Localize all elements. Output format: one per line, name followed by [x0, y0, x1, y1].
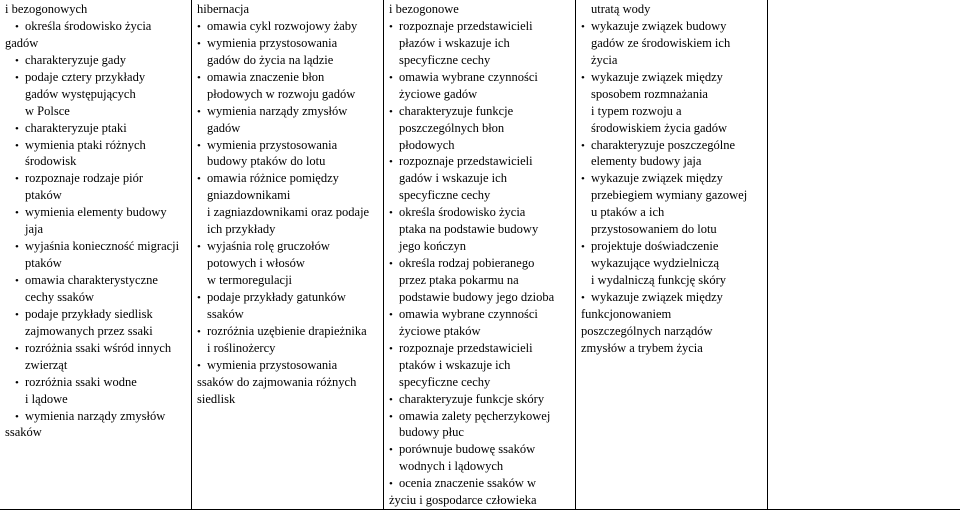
bullet-list-item [5, 204, 187, 221]
line-text: rozpoznaje przedstawicieli [399, 154, 533, 169]
bullet-list-item [581, 18, 763, 35]
bullet-list-item [389, 441, 571, 458]
line-text: i typem rozwoju a [591, 103, 682, 118]
table-column-4 [576, 0, 768, 510]
line-text: wymienia przystosowania [207, 357, 338, 372]
text-line [5, 1, 187, 18]
line-text: zwierząt [25, 357, 68, 372]
bullet-icon: • [197, 105, 201, 118]
line-text: ssaków [207, 306, 244, 321]
bullet-icon: • [15, 122, 19, 135]
line-text: wymienia przystosowania [207, 35, 338, 50]
bullet-icon: • [15, 71, 19, 84]
line-text: życia [591, 52, 618, 67]
line-text: rozpoznaje przedstawicieli [399, 340, 533, 355]
line-text: omawia wybrane czynności [399, 306, 538, 321]
bullet-icon: • [15, 410, 19, 423]
line-text: gadów ze środowiskiem ich [591, 35, 731, 50]
line-text: omawia zalety pęcherzykowej [399, 408, 551, 423]
bullet-list-item [581, 289, 763, 306]
text-line [197, 374, 379, 391]
line-text: ptaków i wskazuje ich [399, 357, 511, 372]
bullet-list-item [197, 289, 379, 306]
line-text: ocenia znaczenie ssaków w [399, 476, 537, 491]
bullet-icon: • [197, 20, 201, 33]
text-line [389, 187, 571, 204]
line-text: środowiskiem życia gadów [591, 120, 728, 135]
bullet-icon: • [389, 105, 393, 118]
bullet-icon: • [197, 71, 201, 84]
text-line [389, 458, 571, 475]
line-text: i lądowe [25, 391, 68, 406]
bullet-icon: • [197, 139, 201, 152]
line-text: rozróżnia ssaki wodne [25, 374, 137, 389]
line-text: ptaka na podstawie budowy [399, 222, 539, 237]
bullet-list-item [5, 340, 187, 357]
text-line [197, 153, 379, 170]
text-line [5, 103, 187, 120]
line-text: życiowe ptaków [399, 323, 481, 338]
line-text: życiowe gadów [399, 86, 478, 101]
bullet-list-item [5, 170, 187, 187]
table-column-3 [384, 0, 576, 510]
bullet-icon: • [15, 376, 19, 389]
text-line [581, 323, 763, 340]
table-column-2 [192, 0, 384, 510]
line-text: płazów i wskazuje ich [399, 35, 510, 50]
line-text: gniazdownikami [207, 188, 291, 203]
text-line [389, 1, 571, 18]
bullet-list-item [389, 69, 571, 86]
text-line [197, 120, 379, 137]
bullet-icon: • [197, 173, 201, 186]
bullet-icon: • [389, 258, 393, 271]
bullet-icon: • [15, 275, 19, 287]
bullet-icon: • [197, 359, 201, 372]
text-line [5, 187, 187, 204]
line-text: podaje przykłady siedlisk [25, 306, 153, 321]
line-text: omawia znaczenie błon [207, 69, 325, 84]
text-line [389, 374, 571, 391]
bullet-icon: • [389, 207, 393, 220]
text-line [581, 103, 763, 120]
line-text: przez ptaka pokarmu na [399, 273, 519, 287]
line-text: poszczególnych narządów [581, 323, 713, 338]
bullet-list-item [389, 306, 571, 323]
text-line [197, 306, 379, 323]
line-text: gadów występujących [25, 86, 136, 101]
line-text: przebiegiem wymiany gazowej [591, 188, 748, 203]
line-text: zajmowanych przez ssaki [25, 323, 153, 338]
line-text: wykazuje związek budowy [591, 18, 727, 33]
bullet-icon: • [197, 291, 201, 304]
text-line [581, 120, 763, 137]
bullet-list-item [197, 35, 379, 52]
bullet-list-item [581, 170, 763, 187]
line-text: życiu i gospodarce człowieka [389, 493, 537, 508]
table-column-5 [768, 0, 960, 510]
line-text: wykazujące wydzielniczą [591, 256, 720, 271]
line-text: określa rodzaj pobieranego [399, 256, 535, 271]
bullet-icon: • [15, 173, 19, 186]
text-line [5, 86, 187, 103]
table-column-1 [0, 0, 192, 510]
line-text: wykazuje związek między [591, 69, 723, 84]
bullet-list-item [389, 255, 571, 272]
bullet-icon: • [389, 410, 393, 423]
text-line [5, 357, 187, 374]
text-line [581, 153, 763, 170]
line-text: podstawie budowy jego dzioba [399, 289, 555, 304]
line-text: gadów do życia na lądzie [207, 52, 334, 67]
text-line [197, 272, 379, 289]
bullet-list-item [581, 69, 763, 86]
line-text: gadów i wskazuje ich [399, 171, 507, 186]
line-text: sposobem rozmnażania [591, 86, 708, 101]
bullet-icon: • [581, 71, 585, 84]
bullet-icon: • [389, 444, 393, 457]
text-line [389, 35, 571, 52]
line-text: budowy ptaków do lotu [207, 154, 326, 169]
text-line [197, 187, 379, 204]
line-text: wymienia przystosowania [207, 137, 338, 152]
text-line [581, 306, 763, 323]
line-text: charakteryzuje funkcje [399, 103, 514, 118]
text-line [389, 238, 571, 255]
line-text: projektuje doświadczenie [591, 239, 719, 254]
text-line [389, 289, 571, 306]
text-line [581, 187, 763, 204]
line-text: omawia różnice pomiędzy [207, 171, 339, 186]
line-text: podaje przykłady gatunków [207, 289, 346, 304]
bullet-list-item [197, 103, 379, 120]
line-text: jego kończyn [399, 239, 466, 254]
line-text: cechy ssaków [25, 289, 95, 304]
line-text: środowisk [25, 154, 77, 169]
text-line [5, 424, 187, 441]
line-text: omawia wybrane czynności [399, 69, 538, 84]
line-text: ssaków [5, 425, 42, 440]
line-text: charakteryzuje poszczególne [591, 137, 736, 152]
line-text: hibernacja [197, 2, 250, 16]
bullet-list-item [5, 120, 187, 137]
bullet-icon: • [581, 20, 585, 33]
bullet-list-item [5, 69, 187, 86]
line-text: rozróżnia uzębienie drapieżnika [207, 323, 367, 338]
text-line [197, 52, 379, 69]
bullet-list-item [5, 374, 187, 391]
line-text: ptaków [25, 188, 62, 203]
line-text: poszczególnych błon [399, 120, 505, 135]
line-text: jaja [25, 222, 44, 237]
line-text: określa środowisko życia [399, 205, 526, 220]
line-text: siedlisk [197, 391, 236, 406]
bullet-list-item [197, 357, 379, 374]
line-text: elementy budowy jaja [591, 154, 702, 169]
text-line [5, 153, 187, 170]
text-line [197, 204, 379, 221]
line-text: potowych i włosów [207, 256, 305, 271]
bullet-list-item [197, 18, 379, 35]
line-text: wymienia elementy budowy [25, 205, 167, 220]
text-line [5, 35, 187, 52]
bullet-list-item [197, 69, 379, 86]
line-text: rozróżnia ssaki wśród innych [25, 340, 172, 355]
line-text: omawia charakterystyczne [25, 273, 158, 287]
line-text: wymienia narządy zmysłów [207, 103, 348, 118]
text-line [581, 35, 763, 52]
text-line [197, 340, 379, 357]
line-text: płodowych w rozwoju gadów [207, 86, 356, 101]
line-text: charakteryzuje funkcje skóry [399, 391, 545, 406]
text-line [389, 221, 571, 238]
line-text: podaje cztery przykłady [25, 69, 146, 84]
bullet-list-item [389, 408, 571, 425]
line-text: u ptaków a ich [591, 205, 665, 220]
line-text: i roślinożercy [207, 340, 276, 355]
text-line [5, 255, 187, 272]
text-line [5, 391, 187, 408]
line-text: przystosowaniem do lotu [591, 222, 717, 237]
text-line [581, 204, 763, 221]
line-text: wodnych i lądowych [399, 459, 504, 474]
bullet-icon: • [581, 291, 585, 304]
bullet-list-item [5, 408, 187, 425]
line-text: rozpoznaje rodzaje piór [25, 171, 143, 186]
line-text: porównuje budowę ssaków [399, 442, 536, 457]
text-line [581, 255, 763, 272]
bullet-list-item [5, 137, 187, 154]
bullet-icon: • [197, 325, 201, 338]
bullet-icon: • [15, 20, 19, 33]
bullet-icon: • [15, 207, 19, 220]
line-text: specyficzne cechy [399, 188, 491, 203]
bullet-list-item [197, 238, 379, 255]
text-line [581, 86, 763, 103]
bullet-icon: • [389, 308, 393, 321]
bullet-icon: • [15, 139, 19, 152]
text-line [389, 357, 571, 374]
text-line [581, 272, 763, 289]
text-line [581, 340, 763, 357]
line-text: budowy płuc [399, 425, 464, 440]
bullet-list-item [5, 272, 187, 289]
text-line [197, 86, 379, 103]
line-text: ptaków [25, 256, 62, 271]
bullet-icon: • [389, 20, 393, 33]
line-text: rozpoznaje przedstawicieli [399, 18, 533, 33]
text-line [5, 289, 187, 306]
line-text: wykazuje związek między [591, 171, 723, 186]
line-text: wymienia narządy zmysłów [25, 408, 166, 423]
bullet-icon: • [15, 54, 19, 67]
text-line [389, 424, 571, 441]
bullet-icon: • [581, 139, 585, 152]
bullet-list-item [5, 18, 187, 35]
bullet-icon: • [15, 241, 19, 254]
text-line [389, 137, 571, 154]
bullet-list-item [389, 391, 571, 408]
line-text: w Polsce [25, 103, 70, 118]
bullet-icon: • [581, 241, 585, 254]
line-text: w termoregulacji [207, 273, 293, 287]
line-text: i wydalniczą funkcję skóry [591, 273, 727, 287]
line-text: i bezogonowych [5, 2, 88, 16]
line-text: wymienia ptaki różnych [25, 137, 146, 152]
text-line [197, 1, 379, 18]
text-line [581, 1, 763, 18]
bullet-list-item [389, 340, 571, 357]
bullet-list-item [389, 18, 571, 35]
line-text: gadów [5, 35, 39, 50]
line-text: utratą wody [591, 2, 651, 16]
line-text: i zagniazdownikami oraz podaje [207, 205, 370, 220]
line-text: funkcjonowaniem [581, 306, 672, 321]
line-text: omawia cykl rozwojowy żaby [207, 18, 358, 33]
bullet-list-item [197, 323, 379, 340]
line-text: płodowych [399, 137, 455, 152]
bullet-list-item [389, 204, 571, 221]
line-text: określa środowisko życia [25, 18, 152, 33]
bullet-list-item [581, 238, 763, 255]
bullet-list-item [197, 137, 379, 154]
text-line [389, 323, 571, 340]
text-line [581, 221, 763, 238]
bullet-icon: • [389, 342, 393, 355]
bullet-list-item [5, 52, 187, 69]
bullet-list-item [5, 238, 187, 255]
bullet-list-item [581, 137, 763, 154]
bullet-list-item [5, 306, 187, 323]
line-text: charakteryzuje gady [25, 52, 126, 67]
bullet-list-item [389, 103, 571, 120]
bullet-icon: • [581, 173, 585, 186]
text-line [197, 221, 379, 238]
text-line [581, 52, 763, 69]
bullet-icon: • [389, 478, 393, 491]
line-text: ssaków do zajmowania różnych [197, 374, 357, 389]
line-text: wykazuje związek między [591, 289, 723, 304]
bullet-icon: • [389, 156, 393, 169]
line-text: specyficzne cechy [399, 374, 491, 389]
bullet-list-item [389, 153, 571, 170]
bullet-icon: • [15, 308, 19, 321]
text-line [5, 323, 187, 340]
text-line [389, 120, 571, 137]
text-line [197, 391, 379, 408]
line-text: charakteryzuje ptaki [25, 120, 127, 135]
text-line [389, 272, 571, 289]
text-line [5, 221, 187, 238]
line-text: wyjaśnia rolę gruczołów [207, 239, 330, 254]
line-text: zmysłów a trybem życia [581, 340, 703, 355]
bullet-icon: • [197, 241, 201, 254]
bullet-icon: • [15, 342, 19, 355]
line-text: specyficzne cechy [399, 52, 491, 67]
line-text: wyjaśnia konieczność migracji [25, 239, 180, 254]
bullet-icon: • [197, 37, 201, 50]
bullet-list-item [389, 475, 571, 492]
text-line [389, 170, 571, 187]
text-line [197, 255, 379, 272]
line-text: i bezogonowe [389, 2, 459, 16]
bullet-icon: • [389, 393, 393, 406]
bullet-list-item [197, 170, 379, 187]
line-text: ich przykłady [207, 222, 276, 237]
text-line [389, 86, 571, 103]
bullet-icon: • [389, 71, 393, 84]
text-line [389, 52, 571, 69]
text-line [389, 492, 571, 509]
line-text: gadów [207, 120, 241, 135]
